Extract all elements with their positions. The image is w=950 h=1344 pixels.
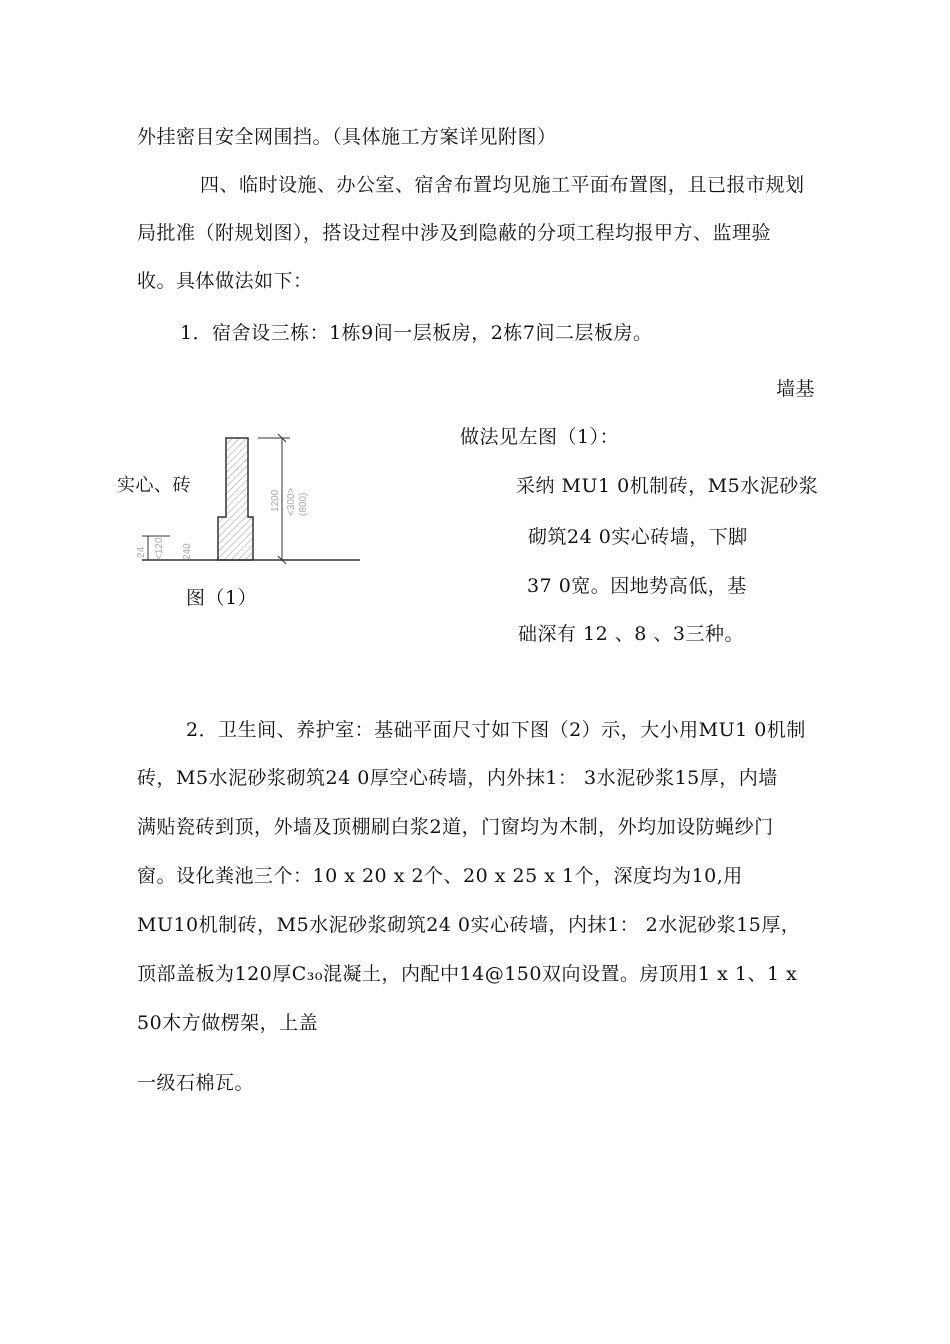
text-line: 50木方做楞架，上盖 [137, 1012, 319, 1034]
dim-label: (800) [298, 492, 309, 516]
dim-label: 24 [136, 546, 147, 558]
text-line: MU10机制砖，M5水泥砂浆砌筑24 0实心砖墙，内抹1： 2水泥砂浆15厚， [137, 914, 801, 936]
text-line: 收。具体做法如下： [137, 270, 313, 292]
text-line: 顶部盖板为120厚C₃₀混凝土，内配中14@150双向设置。房顶用1 x 1、1 x [137, 963, 798, 985]
figure-caption: 图（1） [186, 587, 258, 609]
dim-label: 240 [182, 543, 193, 560]
text-line: 满贴瓷砖到顶，外墙及顶棚刷白浆2道，门窗均为木制，外均加设防蝇纱门 [137, 816, 774, 838]
side-text-line: 砌筑24 0实心砖墙，下脚 [528, 526, 748, 548]
text-line: 四、临时设施、办公室、宿舍布置均见施工平面布置图，且已报市规划 [200, 174, 805, 196]
text-line: 一级石棉瓦。 [137, 1072, 255, 1094]
side-text-line: 础深有 12 、8 、3三种。 [518, 623, 744, 645]
side-text-line: 37 0宽。因地势高低，基 [527, 575, 747, 597]
dim-label: 1200 [270, 489, 281, 512]
text-line: 局批准（附规划图），搭设过程中涉及到隐蔽的分项工程均报甲方、监理验 [137, 222, 772, 244]
figure-side-label: 实心、砖 [117, 475, 191, 496]
side-text-line: 做法见左图（1）： [460, 426, 620, 448]
text-line: 砖，M5水泥砂浆砌筑24 0厚空心砖墙，内外抹1： 3水泥砂浆15厚，内墙 [137, 767, 778, 789]
foundation-figure [118, 432, 418, 572]
dim-label: <300> [286, 487, 297, 516]
text-line: 1．宿舍设三栋：1栋9间一层板房，2栋7间二层板房。 [180, 322, 653, 344]
text-line: 窗。设化粪池三个：10 x 20 x 2个、20 x 25 x 1个，深度均为10,用 [137, 865, 743, 887]
dim-label: <120 [154, 537, 165, 560]
side-text-line: 采纳 MU1 0机制砖，M5水泥砂浆 [516, 475, 819, 497]
text-line: 2．卫生间、养护室：基础平面尺寸如下图（2）示，大小用MU1 0机制 [186, 719, 806, 741]
wall-section-shape [218, 438, 253, 560]
text-line: 外挂密目安全网围挡。（具体施工方案详见附图） [137, 126, 557, 148]
side-text-line: 墙基 [776, 378, 816, 400]
